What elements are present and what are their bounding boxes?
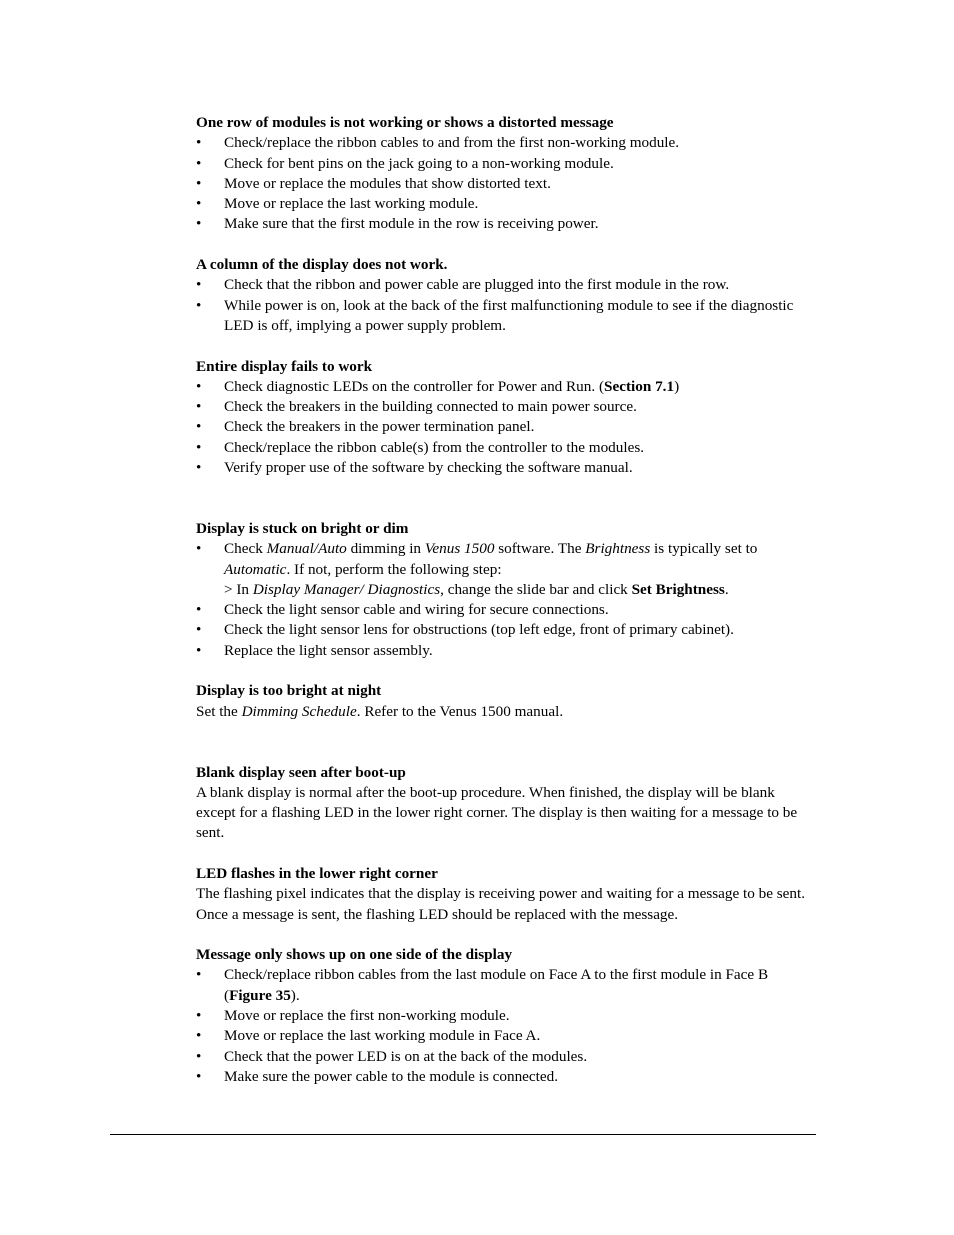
bullet-list	[196, 377, 818, 478]
list-item-text: software. The	[494, 540, 586, 558]
emphasis-text: Venus 1500	[424, 540, 495, 558]
emphasis-text: Display Manager/ Diagnostics	[252, 580, 441, 598]
bullet-list	[196, 133, 818, 234]
section-reference: Section 7.1	[604, 377, 675, 395]
section-column-not-working	[196, 255, 818, 336]
bullet-list	[196, 965, 818, 1087]
list-item-text: Make sure the power cable to the module is connected.	[224, 1067, 559, 1085]
section-heading: Entire display fails to work	[196, 357, 373, 375]
list-item-text: . If not, perform the following step:	[286, 560, 502, 578]
sub-step-text: > In	[224, 580, 253, 598]
bullet-list	[196, 539, 818, 661]
list-item-text: Check	[224, 540, 267, 558]
section-heading: Blank display seen after boot-up	[196, 763, 406, 781]
bullet-icon: •	[196, 377, 202, 395]
emphasis-text: Automatic	[224, 560, 287, 578]
section-one-side-only	[196, 945, 818, 1087]
list-item	[196, 275, 818, 295]
emphasis-text: Manual/Auto	[266, 540, 347, 558]
list-item	[196, 417, 818, 437]
list-item	[196, 296, 818, 337]
list-item	[196, 154, 818, 174]
bullet-icon: •	[196, 134, 202, 152]
section-heading: One row of modules is not working or shows a distorted message	[196, 114, 614, 131]
list-item	[196, 174, 818, 194]
bullet-list	[196, 275, 818, 336]
list-item-text: Move or replace the last working module.	[224, 195, 479, 213]
section-blank-display	[196, 763, 818, 844]
button-reference: Set Brightness	[631, 580, 725, 598]
section-heading: A column of the display does not work.	[196, 256, 448, 274]
bullet-icon: •	[196, 1027, 202, 1045]
bullet-icon: •	[196, 1007, 202, 1025]
list-item-text: ).	[290, 986, 300, 1004]
bullet-icon: •	[196, 621, 202, 639]
section-too-bright-night	[196, 681, 818, 722]
list-item-text: Check the light sensor cable and wiring for secure connections.	[224, 601, 609, 619]
page-content	[196, 113, 818, 1087]
list-item-text: Move or replace the first non-working module.	[224, 1007, 510, 1025]
list-item	[196, 377, 818, 397]
list-item	[196, 397, 818, 417]
list-item-text: Check that the ribbon and power cable are plugged into the first module in the row.	[224, 276, 730, 294]
list-item	[196, 458, 818, 478]
section-led-flashes	[196, 864, 818, 925]
bullet-icon: •	[196, 296, 202, 314]
list-item	[196, 1067, 818, 1087]
bullet-icon: •	[196, 1047, 202, 1065]
paragraph: A blank display is normal after the boot-up procedure. When finished, the display will be blank except for a flashing LED in the lower right corner. The display is then waiting for a message to be sent.	[196, 783, 798, 842]
list-item	[196, 214, 818, 234]
list-item-text: Check that the power LED is on at the back of the modules.	[224, 1047, 588, 1065]
list-item-text: Check diagnostic LEDs on the controller for Power and Run. (	[224, 377, 605, 395]
list-item	[196, 600, 818, 620]
paragraph-text: Set the	[196, 702, 242, 720]
bullet-icon: •	[196, 438, 202, 456]
bullet-icon: •	[196, 418, 202, 436]
list-item	[196, 133, 818, 153]
paragraph	[196, 702, 818, 722]
list-item-text: Check the light sensor lens for obstructions (top left edge, front of primary cabinet).	[224, 621, 734, 639]
list-item	[196, 965, 818, 1006]
bullet-icon: •	[196, 540, 202, 558]
bullet-icon: •	[196, 398, 202, 416]
section-stuck-bright-dim	[196, 519, 818, 661]
list-item-text: dimming in	[346, 540, 425, 558]
bullet-icon: •	[196, 174, 202, 192]
list-item-text: Move or replace the modules that show distorted text.	[224, 174, 551, 192]
emphasis-text: Dimming Schedule	[241, 702, 357, 720]
list-item	[196, 1026, 818, 1046]
sub-step	[224, 580, 818, 600]
section-heading: Message only shows up on one side of the display	[196, 946, 513, 964]
list-item	[196, 438, 818, 458]
bullet-icon: •	[196, 459, 202, 477]
sub-step-text: .	[724, 580, 729, 598]
section-heading: Display is too bright at night	[196, 682, 382, 700]
list-item-text: Check for bent pins on the jack going to a non-working module.	[224, 154, 614, 172]
bullet-icon: •	[196, 1067, 202, 1085]
bullet-icon: •	[196, 966, 202, 984]
list-item-text: Replace the light sensor assembly.	[224, 641, 433, 659]
bullet-icon: •	[196, 195, 202, 213]
list-item-text: Check/replace the ribbon cable(s) from the controller to the modules.	[224, 438, 645, 456]
list-item-text: Move or replace the last working module in Face A.	[224, 1027, 541, 1045]
footer-divider	[110, 1134, 816, 1135]
bullet-icon: •	[196, 276, 202, 294]
list-item	[196, 194, 818, 214]
list-item-text: Verify proper use of the software by checking the software manual.	[224, 459, 633, 477]
list-item	[196, 1047, 818, 1067]
bullet-icon: •	[196, 601, 202, 619]
list-item-text: Check/replace the ribbon cables to and from the first non-working module.	[224, 134, 680, 152]
list-item-text: Check/replace ribbon cables from the last module on Face A to the first module in Face B (	[224, 966, 769, 1004]
emphasis-text: Brightness	[585, 540, 651, 558]
list-item-text: Check the breakers in the building connected to main power source.	[224, 398, 637, 416]
bullet-icon: •	[196, 641, 202, 659]
list-item-text: Make sure that the first module in the row is receiving power.	[224, 215, 599, 233]
section-row-not-working	[196, 113, 818, 235]
list-item	[196, 539, 818, 600]
list-item-text: is typically set to	[650, 540, 758, 558]
bullet-icon: •	[196, 215, 202, 233]
list-item	[196, 620, 818, 640]
paragraph-text: . Refer to the Venus 1500 manual.	[356, 702, 564, 720]
section-heading: LED flashes in the lower right corner	[196, 864, 438, 882]
list-item	[196, 1006, 818, 1026]
paragraph: The flashing pixel indicates that the display is receiving power and waiting for a message to be sent. Once a message is sent, the flashing LED should be replaced with the message.	[196, 885, 806, 923]
list-item-text: Check the breakers in the power termination panel.	[224, 418, 535, 436]
list-item-text: While power is on, look at the back of the first malfunctioning module to see if the diagnostic LED is off, implying a power supply problem.	[224, 296, 794, 334]
list-item-text: )	[674, 377, 680, 395]
figure-reference: Figure 35	[229, 986, 291, 1004]
list-item	[196, 641, 818, 661]
bullet-icon: •	[196, 154, 202, 172]
section-heading: Display is stuck on bright or dim	[196, 519, 409, 537]
sub-step-text: , change the slide bar and click	[440, 580, 632, 598]
section-entire-display-fails	[196, 357, 818, 479]
